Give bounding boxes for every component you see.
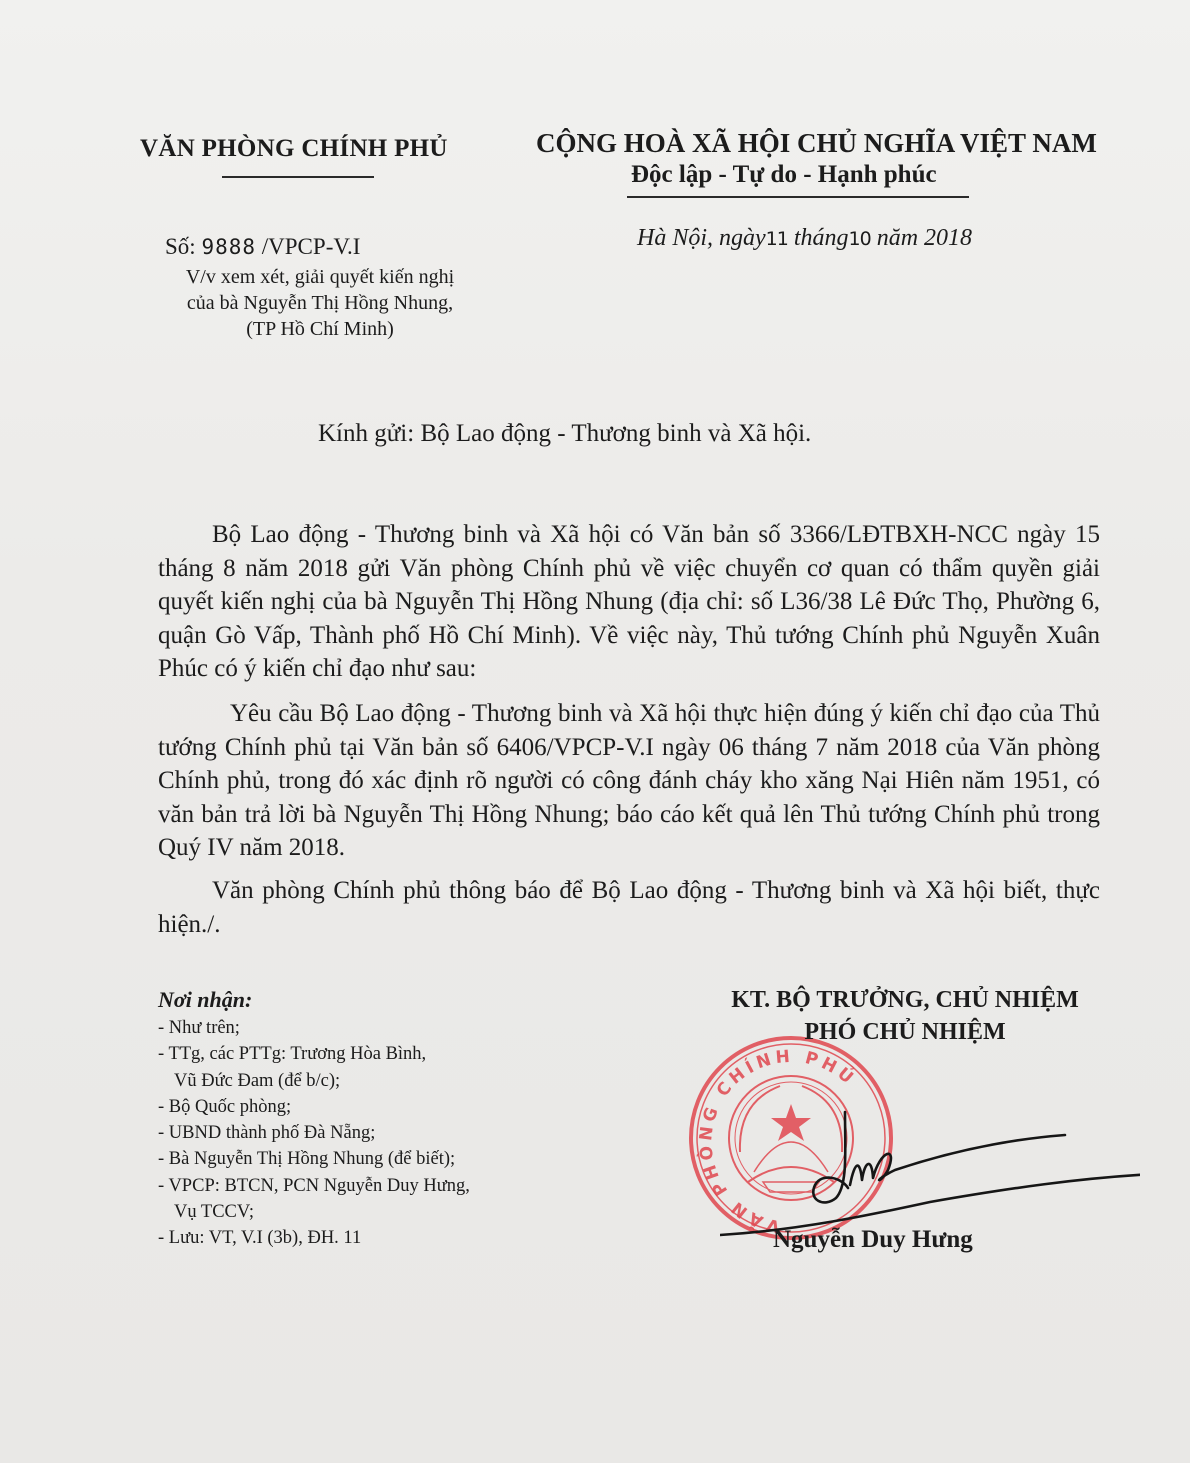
recipient-item: - TTg, các PTTg: Trương Hòa Bình, [158,1044,427,1065]
issuer-name: VĂN PHÒNG CHÍNH PHỦ [140,135,448,162]
handwritten-month: 10 [848,228,871,250]
handwritten-signature-icon [720,1090,1140,1240]
recipient-item: - UBND thành phố Đà Nẵng; [158,1123,376,1144]
greeting-line: Kính gửi: Bộ Lao động - Thương binh và Xã hội. [318,420,812,447]
document-number: Số: 9888 /VPCP-V.I [165,234,361,259]
handwritten-number: 9888 [201,235,257,259]
signature-title: KT. BỘ TRƯỞNG, CHỦ NHIỆM PHÓ CHỦ NHIỆM [731,987,1079,1045]
signer-name: Nguyễn Duy Hưng [773,1226,973,1253]
recipient-item: - Bộ Quốc phòng; [158,1096,292,1117]
body-paragraph-2: Yêu cầu Bộ Lao động - Thương binh và Xã hội thực hiện đúng ý kiến chỉ đạo của Thủ tướng Chính phủ tại Văn bản số 6406/VPCP-V.I ngày 06 tháng 7 năm 2018 của Văn phòng Chính phủ, trong đó xác định rõ người có công đánh cháy kho xăng Nại Hiên năm 1951, có văn bản trả lời bà Nguyễn Thị Hồng Nhung; báo cáo kết quả lên Thủ tướng Chính phủ trong Quý IV năm 2018. [158,700,1100,862]
recipient-item: - Lưu: VT, V.I (3b), ĐH. 11 [158,1228,362,1249]
body-paragraph-1: Bộ Lao động - Thương binh và Xã hội có Văn bản số 3366/LĐTBXH-NCC ngày 15 tháng 8 năm 2018 gửi Văn phòng Chính phủ về việc chuyển cơ quan có thẩm quyền giải quyết kiến nghị của bà Nguyễn Thị Hồng Nhung (địa chỉ: số L36/38 Lê Đức Thọ, Phường 6, quận Gò Vấp, Thành phố Hồ Chí Minh). Về việc này, Thủ tướng Chính phủ Nguyễn Xuân Phúc có ý kiến chỉ đạo như sau: [158,521,1100,683]
document-subject: V/v xem xét, giải quyết kiến nghị của bà Nguyễn Thị Hồng Nhung, (TP Hồ Chí Minh) [185,266,455,340]
recipient-item: Vụ TCCV; [174,1202,255,1223]
recipient-item: - Bà Nguyễn Thị Hồng Nhung (để biết); [158,1149,456,1170]
national-title: CỘNG HOÀ XÃ HỘI CHỦ NGHĨA VIỆT NAM [536,128,1097,158]
recipients-list [158,1015,470,1252]
handwritten-day: 11 [765,228,788,250]
recipients-title: Nơi nhận: [158,987,253,1012]
recipient-item: Vũ Đức Đam (để b/c); [174,1070,341,1091]
issuer-underline [222,176,374,178]
recipient-item: - VPCP: BTCN, PCN Nguyễn Duy Hưng, [158,1175,470,1196]
motto-underline [627,196,969,198]
place-date: Hà Nội, ngày11 tháng10 năm 2018 [637,225,973,251]
svg-text:VĂN PHÒNG CHÍNH PHỦ: VĂN PHÒNG CHÍNH PHỦ [696,1046,860,1237]
body-paragraph-3: Văn phòng Chính phủ thông báo để Bộ Lao động - Thương binh và Xã hội biết, thực hiện./. [158,877,1100,938]
recipient-item: - Như trên; [158,1018,240,1038]
national-motto: Độc lập - Tự do - Hạnh phúc [631,161,937,188]
